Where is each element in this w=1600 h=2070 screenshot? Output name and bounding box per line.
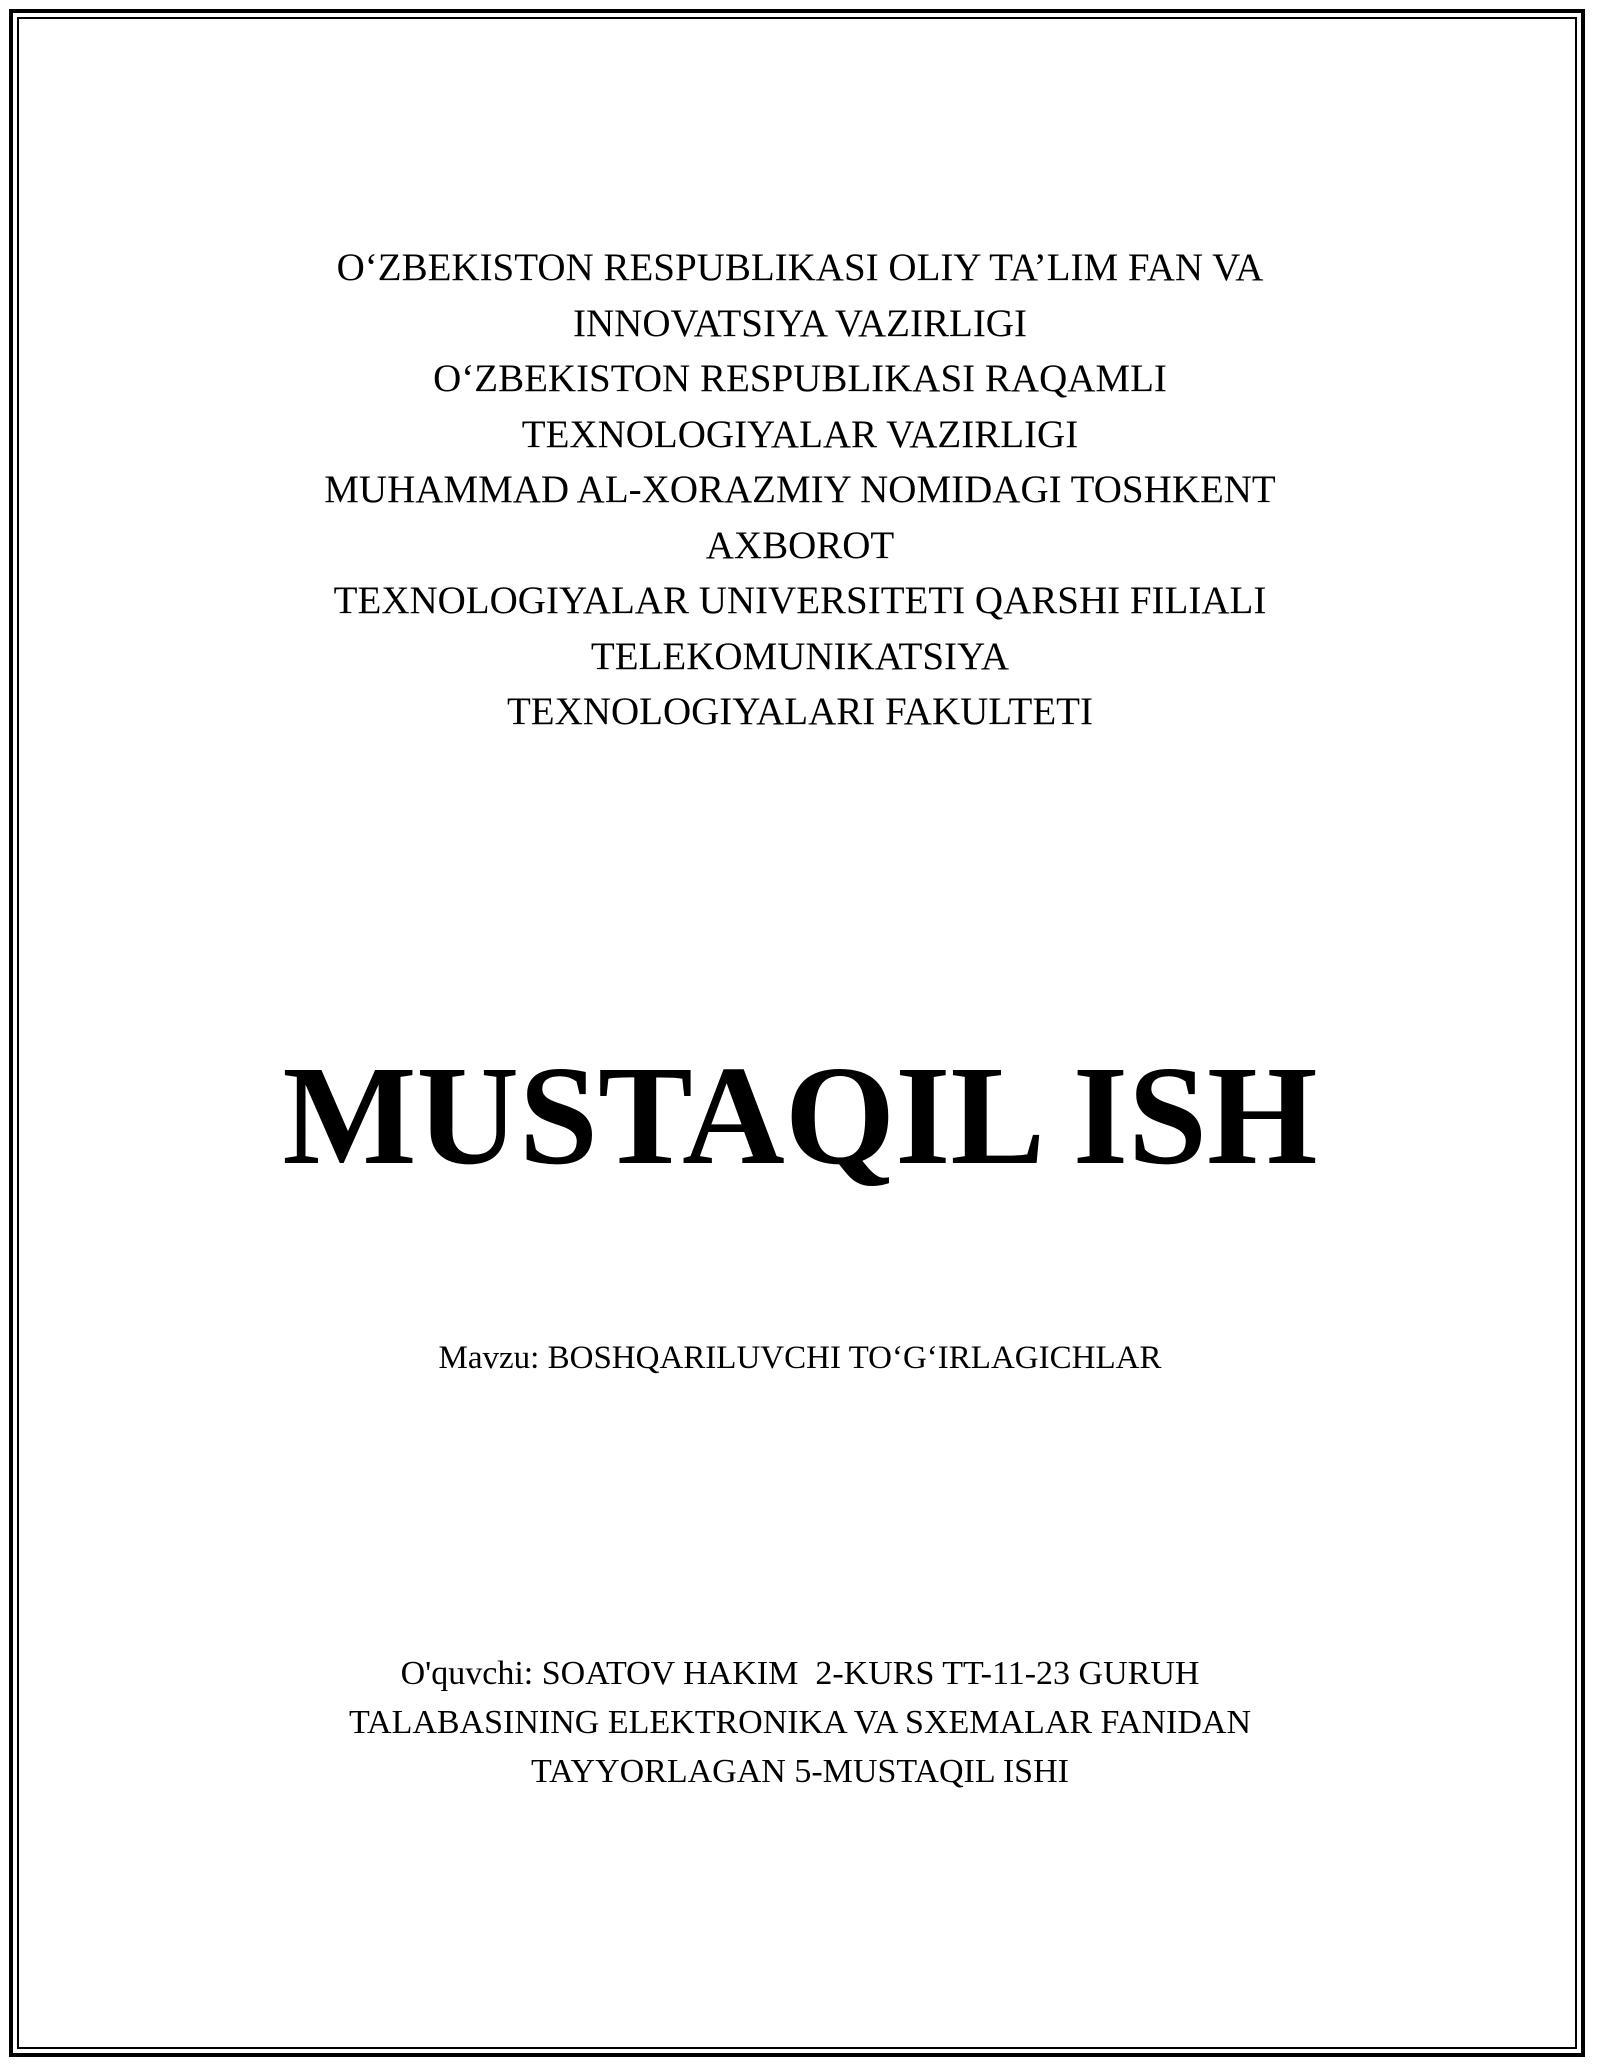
author-line-work: TAYYORLAGAN 5-MUSTAQIL ISHI: [531, 1753, 1069, 1790]
header-line-ministry: O‘ZBEKISTON RESPUBLIKASI OLIY TA’LIM FAN VA: [336, 246, 1264, 289]
author-line-subject: TALABASINING ELEKTRONIKA VA SXEMALAR FANIDAN: [348, 1704, 1252, 1741]
header-line-digital-ministry-cont: TEXNOLOGIYALAR VAZIRLIGI: [521, 412, 1079, 456]
header-line-university-cont: AXBOROT: [705, 523, 895, 567]
document-title: MUSTAQIL ISH: [282, 1036, 1318, 1194]
header-line-faculty: TELEKOMUNIKATSIYA: [590, 634, 1010, 678]
header-line-branch: TEXNOLOGIYALAR UNIVERSITETI QARSHI FILIALI: [333, 579, 1267, 622]
author-line-student: O'quvchi: SOATOV HAKIM 2-KURS TT-11-23 GURUH: [400, 1655, 1200, 1692]
header-line-university: MUHAMMAD AL-XORAZMIY NOMIDAGI TOSHKENT: [324, 468, 1276, 511]
document-topic: Mavzu: BOSHQARILUVCHI TO‘G‘IRLAGICHLAR: [438, 1340, 1162, 1376]
header-line-digital-ministry: O‘ZBEKISTON RESPUBLIKASI RAQAMLI: [433, 357, 1167, 400]
header-line-ministry-cont: INNOVATSIYA VAZIRLIGI: [573, 301, 1027, 345]
header-line-faculty-cont: TEXNOLOGIYALARI FAKULTETI: [506, 690, 1093, 733]
institution-header: [0, 240, 1600, 740]
author-info: [0, 1649, 1600, 1796]
